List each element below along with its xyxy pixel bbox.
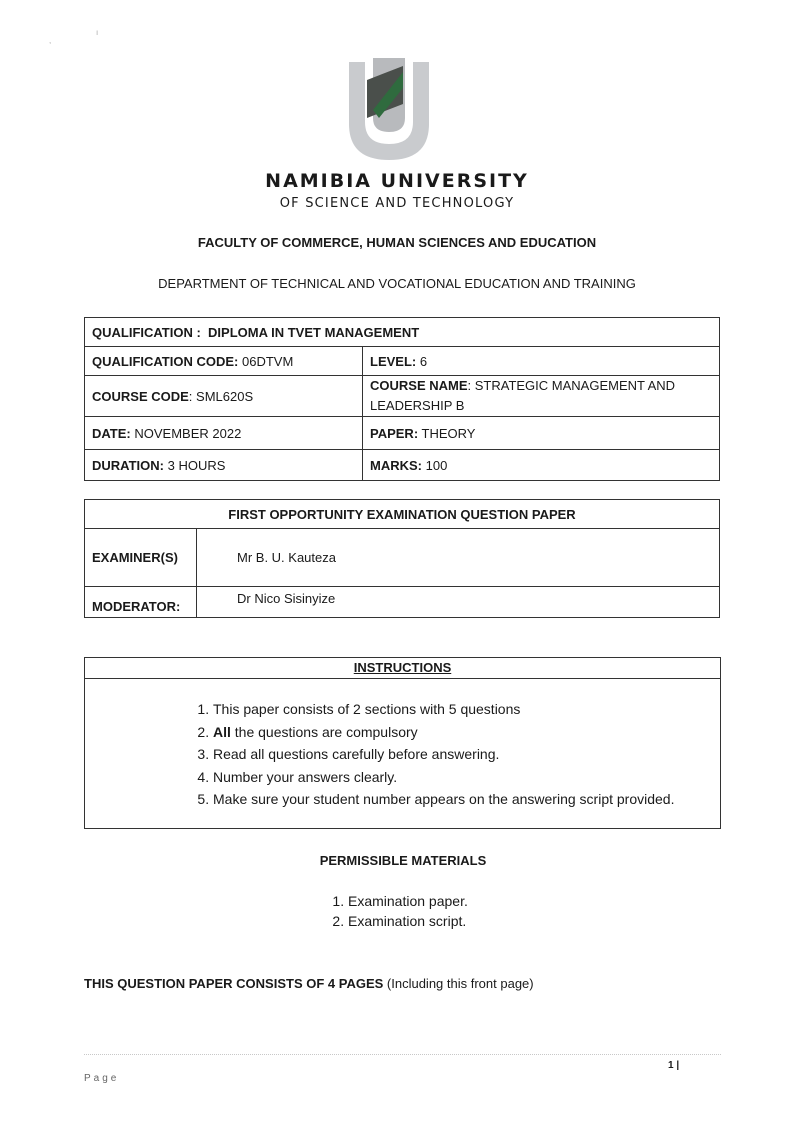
course-code-label: COURSE CODE	[92, 388, 189, 404]
examiner-table	[84, 499, 720, 618]
qualification-code-label: QUALIFICATION CODE:	[92, 353, 239, 369]
duration-label: DURATION:	[92, 457, 164, 473]
qualification-cell	[85, 318, 720, 347]
paper-value: THEORY	[421, 425, 476, 441]
examiner-label-cell	[85, 529, 197, 587]
instruction-item: 1. This paper consists of 2 sections with 5 questions	[213, 698, 674, 721]
course-details-table	[84, 317, 720, 481]
university-name: NAMIBIA UNIVERSITY	[265, 170, 529, 192]
marks-cell	[363, 450, 720, 481]
exam-title-cell	[85, 500, 720, 529]
page-count-note-text: (Including this front page)	[383, 976, 534, 991]
instruction-item: 5. Make sure your student number appears on the answering script provided.	[213, 788, 674, 811]
course-code-cell	[85, 376, 363, 417]
instruction-emphasis: All	[213, 723, 231, 740]
instruction-item: 4. Number your answers clearly.	[213, 766, 674, 789]
course-name-value: : STRATEGIC MANAGEMENT AND LEADERSHIP B	[370, 378, 676, 413]
date-label: DATE:	[92, 425, 131, 441]
instruction-item	[213, 721, 674, 744]
moderator-value-cell	[197, 587, 720, 618]
examiner-value-cell	[197, 529, 720, 587]
level-value: 6	[419, 353, 428, 369]
footer-divider	[84, 1054, 721, 1055]
moderator-label-cell	[85, 587, 197, 618]
course-name-cell	[363, 376, 720, 417]
marks-value: 100	[425, 457, 448, 473]
exam-title: FIRST OPPORTUNITY EXAMINATION QUESTION PAPER	[228, 506, 576, 522]
permissible-materials-list	[328, 891, 468, 931]
course-code-value: : SML620S	[188, 388, 254, 404]
permissible-materials-title: PERMISSIBLE MATERIALS	[319, 853, 487, 868]
duration-value: 3 HOURS	[167, 457, 226, 473]
page-label: Page	[84, 1073, 120, 1084]
qualification-value: DIPLOMA IN TVET MANAGEMENT	[208, 324, 420, 340]
qualification-code-cell	[85, 347, 363, 376]
page-number: 1 |	[668, 1060, 680, 1071]
duration-cell	[85, 450, 363, 481]
scan-speck: ,	[49, 36, 52, 45]
department-title: DEPARTMENT OF TECHNICAL AND VOCATIONAL EDUCATION AND TRAINING	[158, 276, 636, 291]
marks-label: MARKS:	[370, 457, 422, 473]
material-item: 1. Examination paper.	[348, 891, 468, 911]
material-item: 2. Examination script.	[348, 911, 468, 931]
course-name-label: COURSE NAME	[370, 378, 468, 393]
date-cell	[85, 417, 363, 450]
instruction-item: 3. Read all questions carefully before answering.	[213, 743, 674, 766]
date-value: NOVEMBER 2022	[134, 425, 242, 441]
examiner-name: Mr B. U. Kauteza	[237, 550, 336, 565]
university-subtitle: OF SCIENCE AND TECHNOLOGY	[279, 196, 515, 211]
moderator-label: MODERATOR:	[92, 599, 181, 614]
moderator-name: Dr Nico Sisinyize	[237, 591, 336, 606]
instructions-list	[191, 698, 674, 811]
university-logo	[343, 52, 435, 164]
page-count-note	[84, 976, 534, 991]
instructions-title: INSTRUCTIONS	[85, 658, 720, 679]
scan-speck: ı	[96, 28, 99, 37]
qualification-code-value: 06DTVM	[241, 353, 294, 369]
faculty-title: FACULTY OF COMMERCE, HUMAN SCIENCES AND EDUCATION	[197, 235, 597, 250]
qualification-label: QUALIFICATION :	[92, 324, 201, 340]
level-label: LEVEL:	[370, 353, 417, 369]
instruction-text: the questions are compulsory	[234, 723, 418, 740]
paper-cell	[363, 417, 720, 450]
examiner-label: EXAMINER(S)	[92, 550, 178, 565]
page-count-bold: THIS QUESTION PAPER CONSISTS OF 4 PAGES	[84, 976, 384, 991]
instructions-box	[84, 657, 721, 829]
level-cell	[363, 347, 720, 376]
paper-label: PAPER:	[370, 425, 419, 441]
